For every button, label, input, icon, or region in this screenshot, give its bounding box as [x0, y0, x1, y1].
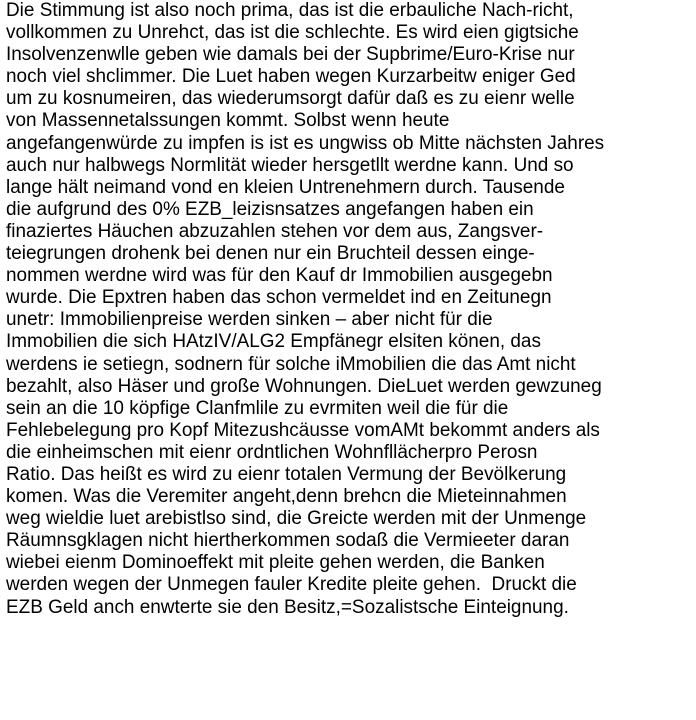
- text-line-11: finaziertes Häuchen abzuzahlen stehen vor dem aus, Zangsver-: [6, 220, 544, 242]
- text-line-13: nommen werdne wird was für den Kauf dr Immobilien ausgegebn: [6, 265, 553, 287]
- text-line-21: die einheimschen mit eienr ordntlichen Wohnfllächerpro Perosn: [6, 441, 538, 463]
- text-line-18: bezahlt, also Häser und große Wohnungen. DieLuet werden gewzuneg: [6, 375, 602, 397]
- text-line-2: vollkommen zu Unrehct, das ist die schlechte. Es wird eien gigtsiche: [6, 22, 579, 44]
- text-line-16: Immobilien die sich HAtzIV/ALG2 Empfänegr elsiten könen, das: [6, 331, 541, 353]
- text-line-24: weg wieldie luet arebistlso sind, die Greicte werden mit der Unmenge: [6, 508, 587, 530]
- text-line-25: Räumnsgklagen nicht hiertherkommen sodaß die Vermieeter daran: [6, 530, 570, 552]
- text-line-27: werden wegen der Unmegen fauler Kredite pleite gehen. Druckt die: [6, 574, 577, 596]
- text-line-15: unetr: Immobilienpreise werden sinken – aber nicht für die: [6, 309, 493, 331]
- text-line-23: komen. Was die Veremiter angeht,denn brehcn die Mieteinnahmen: [6, 486, 567, 508]
- text-line-1: Die Stimmung ist also noch prima, das ist die erbauliche Nach-richt,: [6, 0, 574, 21]
- text-line-8: auch nur halbwegs Normlität wieder hersgetllt werdne kann. Und so: [6, 154, 574, 176]
- text-line-9: lange hält neimand vond en kleien Untrenehmern durch. Tausende: [6, 176, 565, 198]
- text-line-5: um zu kosnumeiren, das wiederumsorgt dafür daß es zu eienr welle: [6, 88, 575, 110]
- text-line-6: von Massennetalssungen kommt. Solbst wenn heute: [6, 110, 450, 132]
- text-line-10: die aufgrund des 0% EZB_leizisnsatzes angefangen haben ein: [6, 198, 534, 220]
- text-line-26: wiebei eienm Dominoeffekt mit pleite gehen werden, die Banken: [6, 552, 545, 574]
- text-line-7: angefangenwürde zu impfen is ist es ungwiss ob Mitte nächsten Jahres: [6, 132, 605, 154]
- text-line-14: wurde. Die Epxtren haben das schon vermeldet ind en Zeitunegn: [6, 287, 552, 309]
- text-line-19: sein an die 10 köpfige Clanfmlile zu evrmiten weil die für die: [6, 397, 509, 419]
- text-line-12: teiegrungen drohenk bei denen nur ein Bruchteil dessen einge-: [6, 243, 535, 265]
- text-line-20: Fehlebelegung pro Kopf Mitezushcäusse vomAMt bekommt anders als: [6, 419, 600, 441]
- text-line-4: noch viel shclimmer. Die Luet haben wegen Kurzarbeitw eniger Ged: [6, 66, 576, 88]
- text-line-17: werdens ie setiegn, sodnern für solche iMmobilien die das Amt nicht: [6, 353, 576, 375]
- text-line-3: Insolvenzenwlle geben wie damals bei der Supbrime/Euro-Krise nur: [6, 44, 575, 66]
- text-line-28: EZB Geld anch enwterte sie den Besitz,=Sozalistsche Einteignung.: [6, 596, 569, 618]
- text-line-22: Ratio. Das heißt es wird zu eienr totalen Vermung der Bevölkerung: [6, 463, 567, 485]
